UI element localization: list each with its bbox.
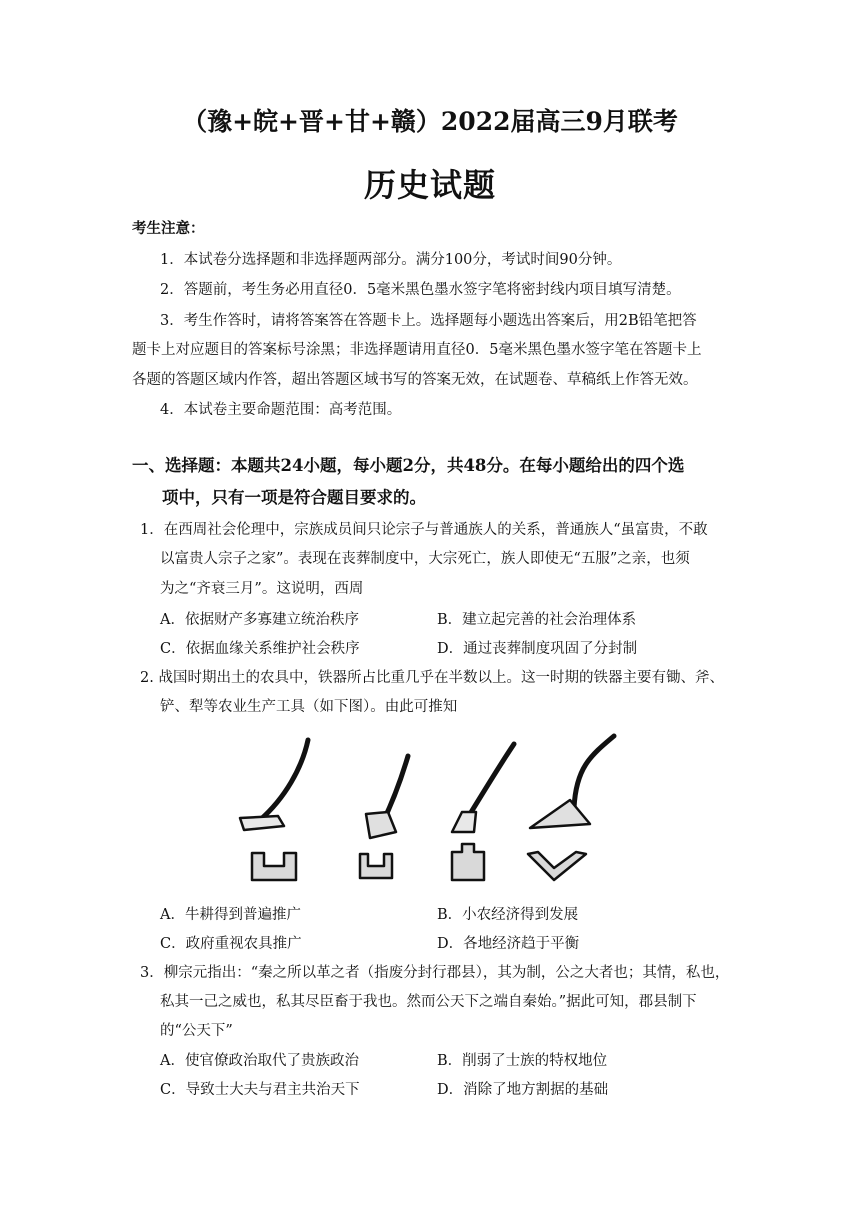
question-1-text: 1．在西周社会伦理中，宗族成员间只论宗子与普通族人的关系，普通族人“虽富贵，不敢 (140, 522, 708, 538)
question-2-text: 2. 战国时期出土的农具中，铁器所占比重几乎在半数以上。这一时期的铁器主要有锄、斧、 (140, 670, 724, 686)
section-heading: 项中，只有一项是符合题目要求的。 (162, 488, 426, 507)
notice-item: 3．考生作答时，请将答案答在答题卡上。选择题每小题选出答案后，用2B铅笔把答 (160, 313, 697, 329)
notice-item: 题卡上对应题目的答案标号涂黑；非选择题请用直径0．5毫米黑色墨水签字笔在答题卡上 (132, 342, 702, 358)
exam-title: （豫+皖+晋+甘+赣）2022届高三9月联考 (182, 107, 678, 136)
axe-icon (360, 756, 408, 878)
option-a: A．牛耕得到普遍推广 (160, 907, 301, 923)
option-c: C．导致士大夫与君主共治天下 (160, 1082, 360, 1098)
option-a: A．依据财产多寡建立统治秩序 (160, 612, 359, 628)
option-b: B．小农经济得到发展 (437, 907, 579, 923)
option-d: D．消除了地方割据的基础 (437, 1082, 609, 1098)
iron-tools-figure (230, 728, 750, 890)
notice-item: 4．本试卷主要命题范围：高考范围。 (160, 402, 402, 418)
option-b: B．建立起完善的社会治理体系 (437, 612, 637, 628)
option-d: D．各地经济趋于平衡 (437, 936, 580, 952)
hoe-icon (240, 740, 308, 880)
notice-item: 2．答题前，考生务必用直径0．5毫米黑色墨水签字笔将密封线内项目填写清楚。 (160, 282, 681, 298)
question-1-text: 为之“齐衰三月”。这说明，西周 (160, 581, 364, 597)
plough-icon (528, 736, 614, 880)
option-c: C．政府重视农具推广 (160, 936, 302, 952)
question-3-text: 的“公天下” (160, 1023, 233, 1039)
notice-item: 各题的答题区域内作答，超出答题区域书写的答案无效，在试题卷、草稿纸上作答无效。 (132, 372, 698, 388)
option-c: C．依据血缘关系维护社会秩序 (160, 641, 360, 657)
question-3-text: 私其一己之威也，私其尽臣畜于我也。然而公天下之端自秦始。”据此可知，郡县制下 (160, 994, 697, 1010)
section-heading: 一、选择题：本题共24小题，每小题2分，共48分。在每小题给出的四个选 (132, 456, 685, 475)
option-b: B．削弱了士族的特权地位 (437, 1053, 608, 1069)
question-2-text: 铲、犁等农业生产工具（如下图）。由此可推知 (160, 699, 458, 715)
notice-heading: 考生注意： (132, 220, 205, 237)
spade-icon (452, 744, 514, 880)
notice-item: 1．本试卷分选择题和非选择题两部分。满分100分，考试时间90分钟。 (160, 252, 622, 268)
option-a: A．使官僚政治取代了贵族政治 (160, 1053, 359, 1069)
exam-subject: 历史试题 (363, 166, 496, 204)
option-d: D．通过丧葬制度巩固了分封制 (437, 641, 638, 657)
question-3-text: 3．柳宗元指出：“秦之所以革之者（指废分封行郡县），其为制，公之大者也；其情，私也， (140, 965, 730, 981)
question-1-text: 以富贵人宗子之家”。表现在丧葬制度中，大宗死亡，族人即使无“五服”之亲，也须 (160, 551, 690, 567)
